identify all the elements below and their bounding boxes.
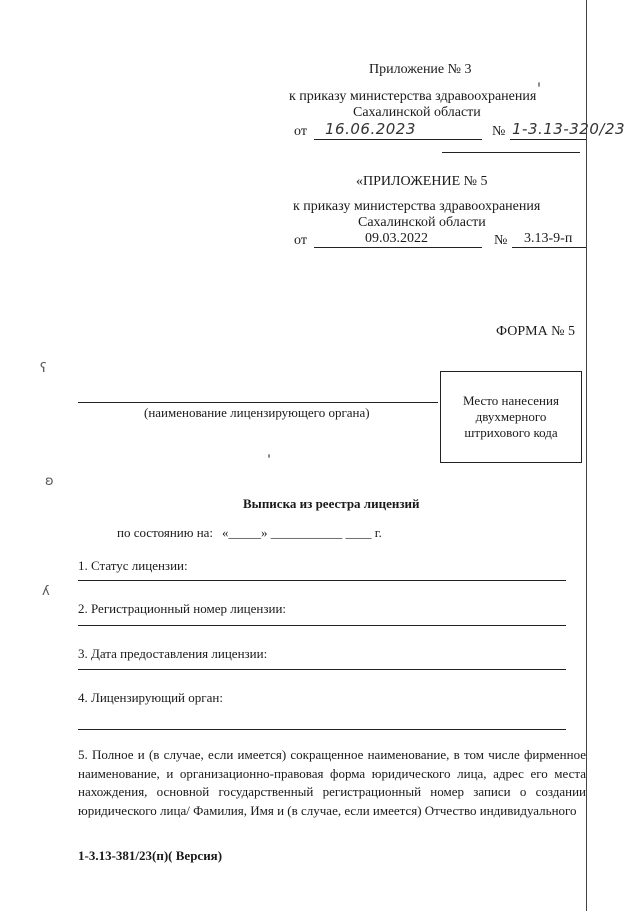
handwritten-number: 1-3.13-320/23 [512,120,626,138]
date-underline [314,139,482,140]
number-prefix: № [492,124,506,139]
form-title: ФОРМА № 5 [496,324,576,339]
order2-line-1: к приказу министерства здравоохранения [293,199,541,214]
item-reg-number-line [78,625,566,626]
handwritten-date: 16.06.2023 [325,120,416,138]
as-of-date-template: «_____» ___________ ____ г. [222,525,382,540]
order-line-1: к приказу министерства здравоохранения [289,89,537,104]
item-reg-number: 2. Регистрационный номер лицензии: [78,601,287,616]
barcode-box-line-3: штрихового кода [464,425,558,440]
number-underline [510,139,586,140]
item-licensing-body: 4. Лицензирующий орган: [78,690,223,705]
scan-speck [268,454,270,458]
appendix-5-title: «ПРИЛОЖЕНИЕ № 5 [356,174,488,189]
date2-underline [314,247,482,248]
footer-document-code: 1-3.13-381/23(п)( Версия) [78,848,223,863]
appendix-3-title: Приложение № 3 [369,62,472,77]
authority-caption: (наименование лицензирующего органа) [144,405,370,420]
authority-line [78,402,438,403]
date-prefix: от [294,124,307,139]
order-line-2: Сахалинской области [353,105,481,120]
extract-title: Выписка из реестра лицензий [243,496,420,511]
extra-underline [442,152,580,153]
scan-speck-2 [538,82,540,87]
item-status: 1. Статус лицензии: [78,558,188,573]
date2-prefix: от [294,233,307,248]
item-licensing-body-line [78,729,566,730]
item-issue-date-line [78,669,566,670]
item-5-paragraph: 5. Полное и (в случае, если имеется) сокращенное наименование, в том числе фирменное наименование, и организационно-правовая форма юридического лица, адрес его места нахождения, основной государственный регистрационный номер записи о создании юридического лица/ Фамилия, Имя и (в случае, если имеется) Отчество индивидуального [78,747,586,818]
item-status-line [78,580,566,581]
scan-mark-2: ʚ [45,474,54,489]
barcode-box-line-1: Место нанесения [463,393,559,408]
scan-mark-3: ʎ [42,584,50,599]
order2-line-2: Сахалинской области [358,215,486,230]
barcode-box-line-2: двухмерного [475,409,547,424]
barcode-placeholder-box [440,371,582,463]
number2-prefix: № [494,233,508,248]
item-issue-date: 3. Дата предоставления лицензии: [78,646,268,661]
scan-mark-1: ʕ [40,361,47,376]
number2-value: 3.13-9-п [524,231,573,246]
date2-value: 09.03.2022 [365,231,428,246]
number2-underline [512,247,586,248]
as-of-label: по состоянию на: [117,525,214,540]
